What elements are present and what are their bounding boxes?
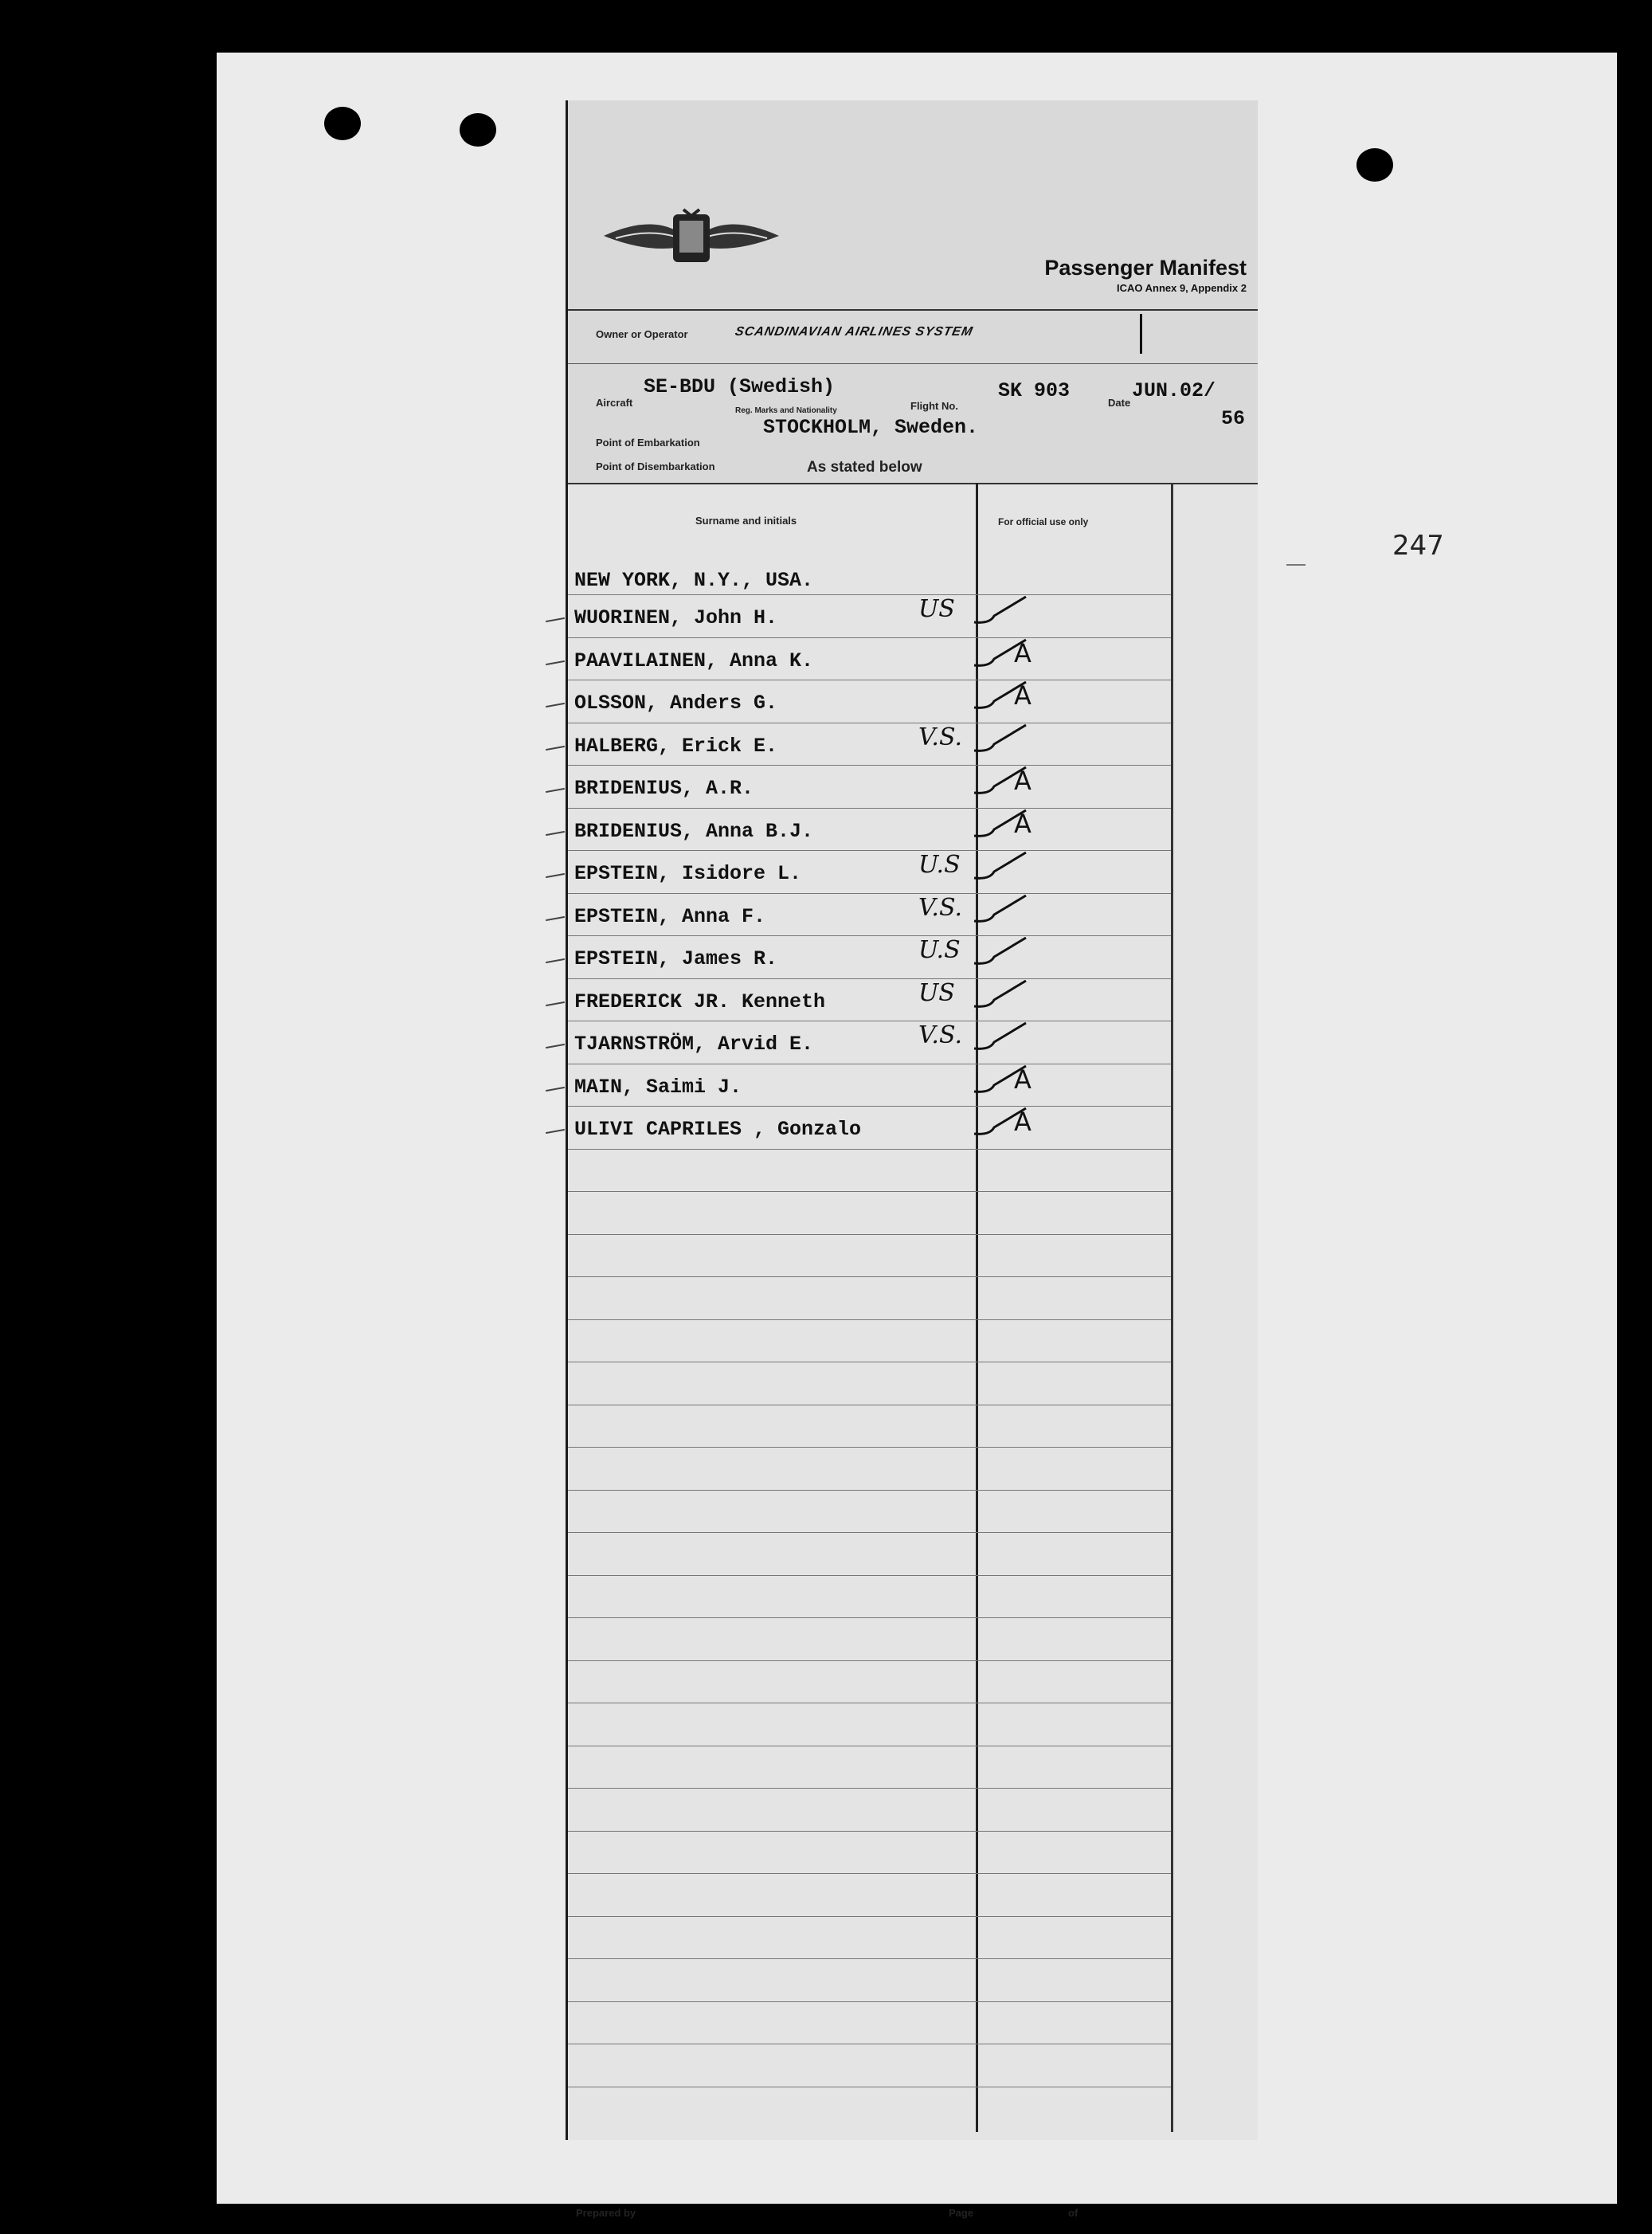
passenger-name: EPSTEIN, James R. [574,947,778,970]
passenger-name: PAAVILAINEN, Anna K. [574,649,814,672]
ruled-line [568,1191,1171,1192]
punch-hole [1356,148,1393,182]
check-mark-icon [970,933,1034,973]
destination-heading: NEW YORK, N.Y., USA. [574,569,814,592]
punch-hole [324,107,361,140]
date-value: JUN.02/ [1132,379,1216,402]
ruled-line [568,1276,1171,1277]
ruled-line [568,765,1171,766]
ruled-line [568,1660,1171,1661]
passenger-name: WUORINEN, John H. [574,606,778,629]
check-mark-icon [970,1061,1034,1101]
check-mark-icon [970,1103,1034,1143]
ruled-line [568,1831,1171,1832]
reg-marks-label: Reg. Marks and Nationality [735,406,837,415]
ruled-line [568,1234,1171,1235]
passenger-name: HALBERG, Erick E. [574,734,778,758]
ruled-line [568,935,1171,936]
ruled-line [568,1958,1171,1959]
ruled-line [568,850,1171,851]
ruled-line [568,1490,1171,1491]
check-mark-icon [970,976,1034,1016]
handwritten-annotation: A [1014,1107,1032,1137]
passenger-name: MAIN, Saimi J. [574,1075,742,1099]
owner-label: Owner or Operator [596,328,688,340]
check-mark-icon [970,805,1034,845]
airline-wings-logo [600,208,783,272]
ruled-line [568,808,1171,809]
handwritten-annotation: A [1014,1064,1032,1095]
check-mark-icon [970,635,1034,675]
passenger-name: EPSTEIN, Anna F. [574,904,766,928]
ruled-line [568,1916,1171,1917]
flight-label: Flight No. [910,400,958,412]
handwritten-annotation: A [1014,766,1032,796]
ruled-line [568,1149,1171,1150]
check-mark-icon [970,762,1034,802]
ruled-line [568,1575,1171,1576]
ruled-line [568,1788,1171,1789]
aircraft-label: Aircraft [596,397,633,409]
page-label: Page [949,2207,974,2219]
handwritten-annotation: A [1014,808,1032,839]
handwritten-annotation: US [918,978,955,1007]
handwritten-annotation: A [1014,637,1032,668]
punch-hole [460,113,496,147]
check-mark-icon [970,1018,1034,1058]
date-label: Date [1108,397,1131,409]
page-stamp-number: 247 [1392,530,1444,562]
ruled-line [568,1532,1171,1533]
ruled-line [568,893,1171,894]
surname-column-header: Surname and initials [695,515,797,527]
ruled-line [568,1617,1171,1618]
ruled-line [568,1447,1171,1448]
margin-dash [1286,564,1306,566]
ruled-line [568,1319,1171,1320]
check-mark-icon [970,891,1034,931]
passenger-name: BRIDENIUS, Anna B.J. [574,819,814,843]
of-label: of [1068,2207,1078,2219]
ruled-line [568,978,1171,979]
passenger-name: ULIVI CAPRILES , Gonzalo [574,1118,862,1141]
check-mark-icon [970,677,1034,717]
header-rule [568,363,1258,364]
handwritten-annotation: US [918,595,955,623]
handwritten-annotation: V.S. [918,723,962,751]
operator-bar [1140,314,1142,354]
ruled-line [568,637,1171,638]
form-title: Passenger Manifest [1044,256,1247,280]
ruled-line [568,1873,1171,1874]
ruled-line [568,1106,1171,1107]
passenger-name: OLSSON, Anders G. [574,692,778,715]
form-subtitle: ICAO Annex 9, Appendix 2 [1116,282,1247,294]
ruled-line [568,594,1171,595]
ruled-line [568,2001,1171,2002]
passenger-name: BRIDENIUS, A.R. [574,777,754,800]
check-mark-icon [970,592,1034,632]
header-rule [568,309,1258,311]
handwritten-annotation: U.S [918,851,961,879]
official-column-edge [1171,483,1173,2132]
disembarkation-label: Point of Disembarkation [596,461,715,472]
flight-value: SK 903 [998,379,1071,402]
aircraft-value: SE-BDU (Swedish) [644,375,836,398]
date-year-value: 56 [1221,407,1246,430]
passenger-name: TJARNSTRÖM, Arvid E. [574,1033,814,1056]
official-column-header: For official use only [998,516,1089,527]
passenger-name: FREDERICK JR. Kenneth [574,990,826,1013]
handwritten-annotation: U.S [918,936,961,964]
handwritten-annotation: V.S. [918,1021,962,1049]
handwritten-annotation: V.S. [918,893,962,922]
embarkation-label: Point of Embarkation [596,437,700,449]
embarkation-value: STOCKHOLM, Sweden. [763,416,979,439]
disembarkation-value: As stated below [807,459,922,476]
operator-value: SCANDINAVIAN AIRLINES SYSTEM [734,325,975,339]
handwritten-annotation: A [1014,680,1032,711]
check-mark-icon [970,720,1034,760]
passenger-manifest-form [566,100,1258,2219]
prepared-by-label: Prepared by [576,2207,636,2219]
check-mark-icon [970,848,1034,888]
passenger-name: EPSTEIN, Isidore L. [574,862,802,885]
manifest-header [568,100,1258,484]
